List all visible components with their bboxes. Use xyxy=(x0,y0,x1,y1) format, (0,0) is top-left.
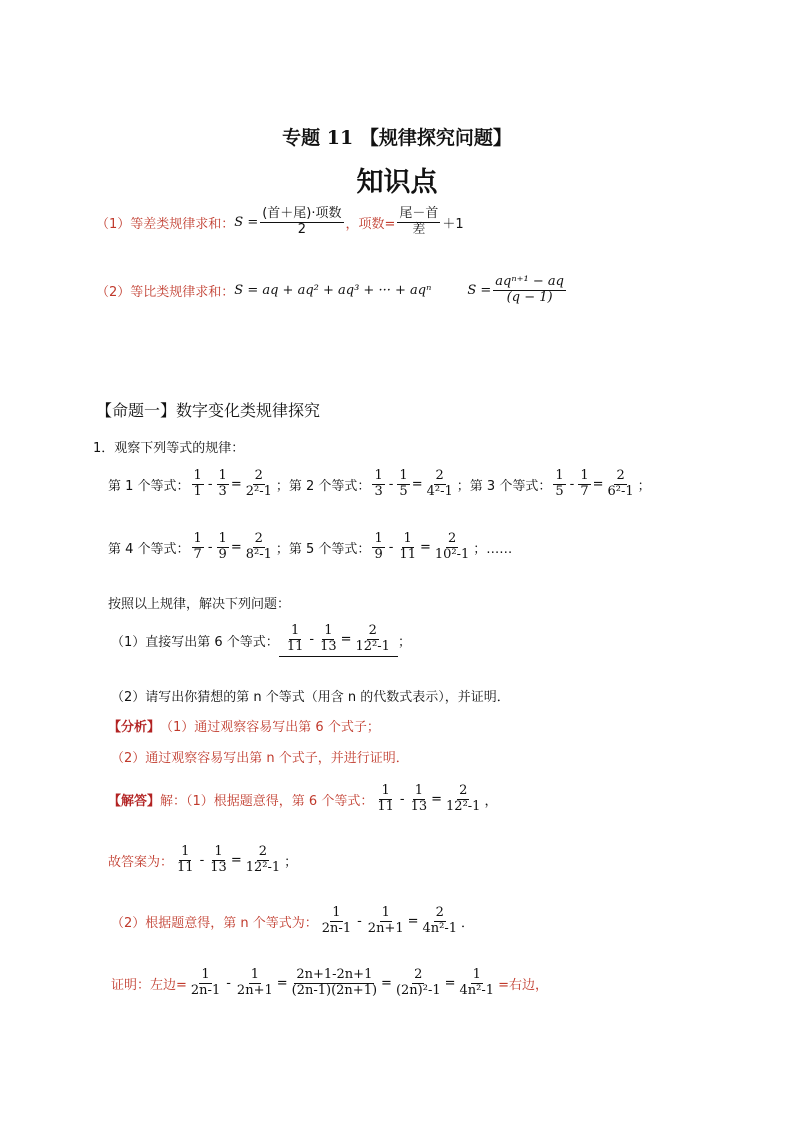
math-term: 1 xyxy=(374,531,383,546)
math-term: 1 xyxy=(580,468,589,483)
formula1-fraction2 xyxy=(397,207,440,238)
formula1-num2: 尾－首 xyxy=(399,206,439,221)
eq1-label: 第 1 个等式： xyxy=(108,478,190,494)
math-term: 3 xyxy=(374,483,383,499)
math-term: = xyxy=(230,476,242,492)
formula-arithmetic xyxy=(96,207,464,238)
math-term: (2n-1)(2n+1) xyxy=(291,982,378,998)
answer-text-4: 证明：左边= xyxy=(111,977,187,993)
math-term: = xyxy=(431,791,443,807)
math-term: = xyxy=(381,975,392,991)
math-term: = xyxy=(230,852,242,868)
math-term: - xyxy=(207,539,213,555)
math-term: (2n)²-1 xyxy=(395,982,441,998)
math-term: 1 xyxy=(332,905,341,920)
analysis-tag: 【分析】 xyxy=(108,720,161,735)
analysis-text-1: （1）通过观察容易写出第 6 个式子； xyxy=(160,720,380,735)
math-term: = xyxy=(230,539,242,555)
formula2-num: aqⁿ⁺¹ − aq xyxy=(495,274,564,289)
math-term: 5 xyxy=(399,483,408,499)
answer-text-1: 解：（1）根据题意得，第 6 个等式： xyxy=(160,793,374,809)
eq4-frac-c xyxy=(244,532,274,563)
math-term: 1 xyxy=(555,468,564,483)
formula2-fraction xyxy=(493,275,566,306)
math-term: 12²-1 xyxy=(245,859,281,875)
math-term: - xyxy=(388,476,394,492)
math-term: 10²-1 xyxy=(434,546,470,562)
math-term: 1 xyxy=(472,967,481,982)
math-term: 2 xyxy=(254,468,263,483)
math-term: 6²-1 xyxy=(607,483,634,499)
math-term: = xyxy=(276,975,288,991)
eq4-frac-a xyxy=(192,532,204,563)
eq5-frac-b xyxy=(397,532,418,563)
math-term: 2 xyxy=(368,623,377,638)
math-term: ； xyxy=(397,634,411,650)
math-term: 1 xyxy=(214,844,223,859)
math-term: - xyxy=(207,476,213,492)
analysis-line-2: （2）通过观察容易写出第 n 个式子，并进行证明． xyxy=(111,751,409,766)
math-term: 1 xyxy=(414,783,423,798)
math-term: = xyxy=(419,539,431,555)
math-term: 12²-1 xyxy=(446,798,481,814)
formula-geometric xyxy=(96,275,568,306)
answer-text-2: 故答案为： xyxy=(108,854,174,870)
math-term: - xyxy=(388,539,394,555)
equations-row-1 xyxy=(108,469,651,500)
math-term: = xyxy=(407,913,419,929)
math-term: 1 xyxy=(399,468,408,483)
math-term: ， xyxy=(484,793,498,809)
math-term: 12²-1 xyxy=(355,638,390,654)
eq3-frac-a xyxy=(553,469,565,500)
math-term: 1 xyxy=(218,531,227,546)
title-number: 11 xyxy=(326,127,354,149)
math-term: ； xyxy=(456,478,470,494)
math-term: = xyxy=(411,476,423,492)
formula1-num: (首＋尾)·项数 xyxy=(262,206,342,221)
math-term: - xyxy=(399,791,405,807)
formula1-lhs: S = xyxy=(234,214,259,230)
math-term: 13 xyxy=(320,638,337,654)
analysis-line-1 xyxy=(108,716,380,735)
math-term: 13 xyxy=(410,798,428,814)
eq2-frac-b xyxy=(397,469,409,500)
answer-line-3 xyxy=(111,906,474,937)
eq5-label: 第 5 个等式： xyxy=(288,541,371,557)
math-term: 2n-1 xyxy=(190,982,221,998)
math-term: 9 xyxy=(218,546,227,562)
q1-label: （1）直接写出第 6 个等式： xyxy=(111,634,279,650)
math-term: 2 xyxy=(254,531,263,546)
math-term: - xyxy=(309,631,315,647)
eq3-frac-c xyxy=(606,469,636,500)
math-term: 2 xyxy=(414,967,423,982)
math-term: 4n²-1 xyxy=(459,982,495,998)
math-term: 2 xyxy=(435,905,444,920)
math-term: 1 xyxy=(218,468,227,483)
eq3-label: 第 3 个等式： xyxy=(469,478,552,494)
math-term: 2n+1 xyxy=(367,920,404,936)
formula1-den2: 差 xyxy=(412,221,426,237)
eq5-frac-c xyxy=(433,532,471,563)
eq4-label: 第 4 个等式： xyxy=(108,541,190,557)
math-term: 2²-1 xyxy=(245,483,272,499)
math-term: 1 xyxy=(290,623,300,638)
math-term: ； xyxy=(275,541,289,557)
equations-row-2 xyxy=(108,532,512,563)
math-term: 2 xyxy=(447,531,457,546)
math-term: 1 xyxy=(381,905,390,920)
eq1-frac-c xyxy=(244,469,274,500)
math-term: = xyxy=(340,631,352,647)
eq2-frac-a xyxy=(372,469,384,500)
math-term: 3 xyxy=(218,483,227,499)
math-term: - xyxy=(199,852,205,868)
math-term: 1 xyxy=(193,531,202,546)
math-term: 11 xyxy=(177,859,194,875)
math-term: - xyxy=(357,913,362,929)
math-term: 4n²-1 xyxy=(422,920,458,936)
math-term: 13 xyxy=(210,859,227,875)
formula2-label: （2）等比类规律求和： xyxy=(96,284,235,300)
math-term: 1 xyxy=(201,967,210,982)
math-term: - xyxy=(569,476,575,492)
formula2-lhs2: S = xyxy=(467,282,492,298)
page-subtitle: 知识点 xyxy=(356,167,438,198)
eq4-frac-b xyxy=(217,532,229,563)
title-suffix: 【规律探究问题】 xyxy=(359,127,512,149)
math-term: 7 xyxy=(580,483,589,499)
answer-line-1 xyxy=(108,784,497,815)
eq3-frac-b xyxy=(578,469,590,500)
math-term: 11 xyxy=(286,638,304,654)
question-1 xyxy=(111,624,411,657)
math-term: 9 xyxy=(374,546,383,562)
math-term: = xyxy=(444,975,456,991)
math-term: 2 xyxy=(616,468,625,483)
eq5-frac-a xyxy=(372,532,384,563)
formula1-label: （1）等差类规律求和： xyxy=(96,216,235,232)
question-2: （2）请写出你猜想的第 n 个等式（用含 n 的代数式表示），并证明． xyxy=(111,690,510,705)
math-term: 1 xyxy=(374,468,383,483)
math-term: 1 xyxy=(324,623,333,638)
math-term: 2n+1 xyxy=(236,982,273,998)
formula1-fraction xyxy=(260,207,343,238)
formula1-mid: ，项数= xyxy=(345,216,396,232)
formula2-expr: S = aq + aq² + aq³ + ··· + aqⁿ xyxy=(234,282,432,298)
math-term: 1 xyxy=(181,844,190,859)
eq2-label: 第 2 个等式： xyxy=(288,478,371,494)
math-term: =右边， xyxy=(498,977,548,993)
answer-line-4 xyxy=(111,968,548,999)
formula1-den: 2 xyxy=(297,221,306,237)
answer-text-3: （2）根据题意得，第 n 个等式为： xyxy=(111,915,318,931)
math-term: ； xyxy=(284,854,298,870)
math-term: 2n-1 xyxy=(321,920,352,936)
math-term: 2 xyxy=(435,468,444,483)
math-term: 1 xyxy=(381,783,390,798)
q1-answer-blank xyxy=(279,624,398,657)
math-term: 1 xyxy=(193,468,202,483)
math-term: 2 xyxy=(258,844,268,859)
math-term: 11 xyxy=(377,798,394,814)
math-term: 1 xyxy=(250,967,259,982)
math-term: ； xyxy=(637,478,651,494)
section-heading: 【命题一】数字变化类规律探究 xyxy=(96,401,321,420)
math-term: 4²-1 xyxy=(426,483,453,499)
answer-line-2 xyxy=(108,845,297,876)
math-term: 2n+1-2n+1 xyxy=(296,967,373,982)
math-term: ；…… xyxy=(473,541,513,557)
math-term: 5 xyxy=(555,483,564,499)
eq2-frac-c xyxy=(425,469,455,500)
title-prefix: 专题 xyxy=(282,127,321,149)
eq1-frac-b xyxy=(217,469,229,500)
page-title xyxy=(0,123,794,150)
answer-tag: 【解答】 xyxy=(108,793,161,809)
math-term: 1 xyxy=(193,483,202,499)
problem-intro: 1．观察下列等式的规律： xyxy=(93,441,245,456)
eq1-frac-a xyxy=(192,469,204,500)
instruction: 按照以上规律，解决下列问题： xyxy=(108,597,291,612)
math-term: = xyxy=(592,476,604,492)
formula1-tail: ＋1 xyxy=(442,216,464,232)
math-term: 1 xyxy=(403,531,412,546)
math-term: - xyxy=(226,975,231,991)
math-term: 8²-1 xyxy=(245,546,272,562)
math-term: 7 xyxy=(193,546,202,562)
formula2-den: (q − 1) xyxy=(506,289,553,305)
math-term: 2 xyxy=(459,783,468,798)
math-term: ； xyxy=(275,478,289,494)
math-term: 11 xyxy=(399,546,416,562)
math-term: ． xyxy=(461,915,475,931)
